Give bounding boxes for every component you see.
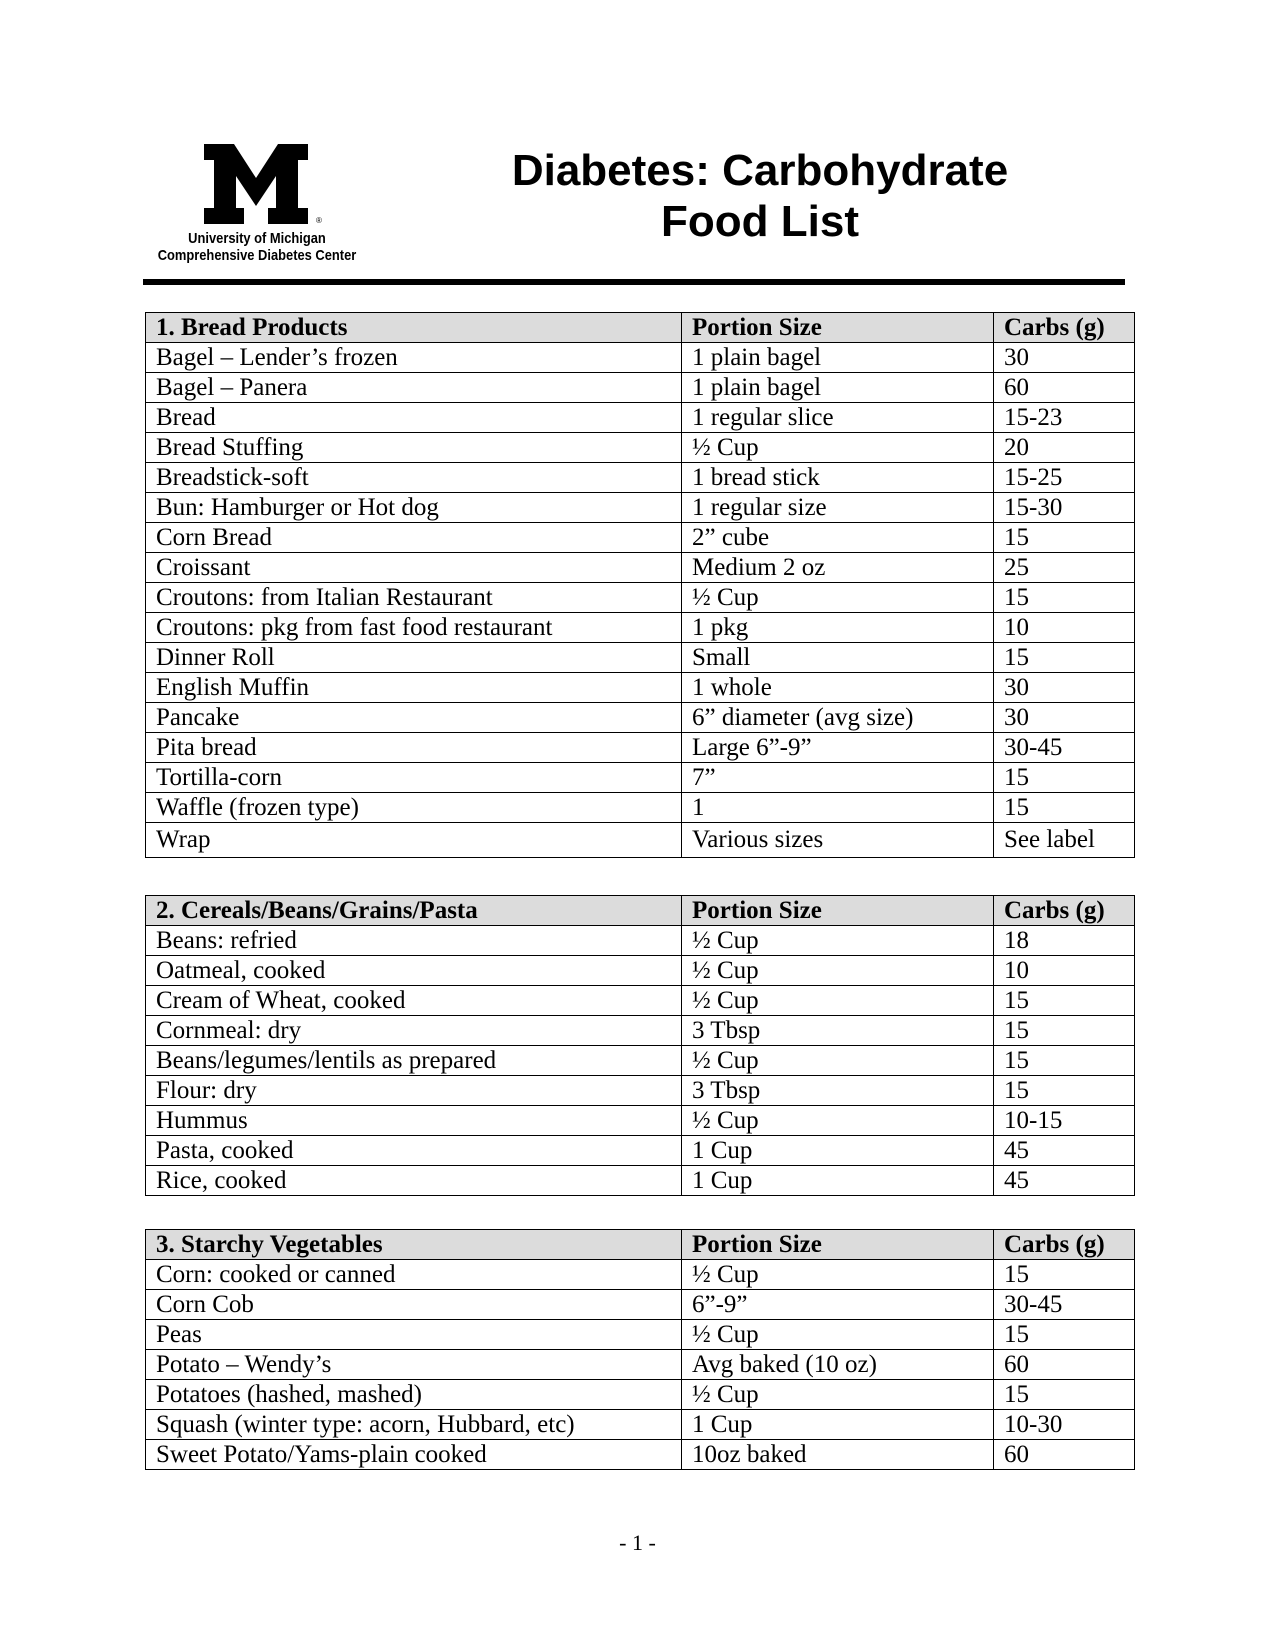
carbs-cell: 15 [994,523,1135,553]
carbs-cell: 30 [994,343,1135,373]
carbs-cell: 30 [994,673,1135,703]
portion-size-cell: 1 Cup [682,1136,994,1166]
food-name-cell: Bagel – Panera [146,373,682,403]
table-row [146,493,1135,523]
food-name-cell: Rice, cooked [146,1166,682,1196]
table-row [146,643,1135,673]
carbs-cell: 10-30 [994,1410,1135,1440]
carbs-cell: 20 [994,433,1135,463]
header-divider [143,279,1125,285]
portion-size-cell: 6” diameter (avg size) [682,703,994,733]
carbs-cell: 60 [994,373,1135,403]
portion-size-cell: 1 [682,793,994,823]
table-row [146,613,1135,643]
carbs-cell: 15 [994,763,1135,793]
food-name-cell: Pancake [146,703,682,733]
carbs-cell: 15 [994,1016,1135,1046]
page-title [440,145,1080,247]
carbs-header: Carbs (g) [994,313,1135,343]
portion-size-cell: ½ Cup [682,1046,994,1076]
food-name-cell: Croissant [146,553,682,583]
portion-size-cell: ½ Cup [682,956,994,986]
food-name-cell: Breadstick-soft [146,463,682,493]
carbs-cell: 15 [994,1076,1135,1106]
portion-size-cell: ½ Cup [682,1106,994,1136]
table-row [146,703,1135,733]
table-row [146,673,1135,703]
carbs-cell: 60 [994,1440,1135,1470]
portion-size-cell: Large 6”-9” [682,733,994,763]
portion-size-header: Portion Size [682,313,994,343]
block-m-icon [204,144,308,224]
portion-size-cell: 1 plain bagel [682,373,994,403]
table-row [146,1380,1135,1410]
food-name-cell: Bread [146,403,682,433]
food-name-cell: Squash (winter type: acorn, Hubbard, etc) [146,1410,682,1440]
category-header: 3. Starchy Vegetables [146,1230,682,1260]
title-line-2: Food List [661,197,859,246]
food-name-cell: Beans/legumes/lentils as prepared [146,1046,682,1076]
table-row [146,926,1135,956]
table-row [146,1410,1135,1440]
food-name-cell: Pita bread [146,733,682,763]
portion-size-cell: Small [682,643,994,673]
table-row [146,523,1135,553]
carbs-cell: See label [994,823,1135,858]
food-name-cell: Corn Bread [146,523,682,553]
food-name-cell: Potato – Wendy’s [146,1350,682,1380]
portion-size-cell: 3 Tbsp [682,1076,994,1106]
table-row [146,1136,1135,1166]
table-row [146,1350,1135,1380]
portion-size-cell: 6”-9” [682,1290,994,1320]
portion-size-cell: Avg baked (10 oz) [682,1350,994,1380]
portion-size-header: Portion Size [682,896,994,926]
portion-size-cell: ½ Cup [682,986,994,1016]
title-line-1: Diabetes: Carbohydrate [511,146,1009,195]
portion-size-cell: ½ Cup [682,583,994,613]
logo-center-name: Comprehensive Diabetes Center [157,247,357,264]
table-row [146,403,1135,433]
portion-size-cell: ½ Cup [682,433,994,463]
carbs-cell: 10 [994,956,1135,986]
carbs-cell: 10 [994,613,1135,643]
category-header: 2. Cereals/Beans/Grains/Pasta [146,896,682,926]
table-row [146,1016,1135,1046]
food-name-cell: Cream of Wheat, cooked [146,986,682,1016]
carbs-cell: 10-15 [994,1106,1135,1136]
carbs-cell: 15-30 [994,493,1135,523]
table-row [146,1076,1135,1106]
table-header-row [146,313,1135,343]
table-row [146,1320,1135,1350]
portion-size-cell: 1 Cup [682,1410,994,1440]
logo-university-name: University of Michigan [188,230,326,247]
carbs-cell: 15 [994,1260,1135,1290]
carbs-cell: 30 [994,703,1135,733]
table-row [146,373,1135,403]
table-row [146,1260,1135,1290]
starchy-vegetables-table [145,1229,1135,1470]
carbs-cell: 45 [994,1136,1135,1166]
food-name-cell: Croutons: from Italian Restaurant [146,583,682,613]
carbs-cell: 15-23 [994,403,1135,433]
portion-size-cell: 1 regular slice [682,403,994,433]
food-name-cell: Flour: dry [146,1076,682,1106]
table-row [146,583,1135,613]
registered-mark: ® [316,216,322,225]
carbs-cell: 60 [994,1350,1135,1380]
table-row [146,956,1135,986]
portion-size-header: Portion Size [682,1230,994,1260]
portion-size-cell: ½ Cup [682,1380,994,1410]
page-number: - 1 - [619,1530,656,1555]
category-header: 1. Bread Products [146,313,682,343]
portion-size-cell: 7” [682,763,994,793]
portion-size-cell: 1 bread stick [682,463,994,493]
carbs-cell: 45 [994,1166,1135,1196]
carbs-header: Carbs (g) [994,896,1135,926]
table-row [146,1046,1135,1076]
table-row [146,1290,1135,1320]
food-name-cell: Beans: refried [146,926,682,956]
table-row [146,1440,1135,1470]
food-name-cell: Tortilla-corn [146,763,682,793]
carbs-cell: 15 [994,986,1135,1016]
table-row [146,553,1135,583]
food-name-cell: English Muffin [146,673,682,703]
portion-size-cell: 3 Tbsp [682,1016,994,1046]
food-name-cell: Hummus [146,1106,682,1136]
food-name-cell: Potatoes (hashed, mashed) [146,1380,682,1410]
carbs-cell: 18 [994,926,1135,956]
portion-size-cell: Medium 2 oz [682,553,994,583]
table-row [146,1166,1135,1196]
portion-size-cell: ½ Cup [682,1320,994,1350]
table-row [146,986,1135,1016]
food-name-cell: Corn: cooked or canned [146,1260,682,1290]
university-logo [140,144,370,270]
portion-size-cell: ½ Cup [682,926,994,956]
table-header-row [146,1230,1135,1260]
food-name-cell: Bread Stuffing [146,433,682,463]
carbs-cell: 15 [994,1046,1135,1076]
portion-size-cell: 1 whole [682,673,994,703]
carbs-cell: 15-25 [994,463,1135,493]
table-row [146,433,1135,463]
portion-size-cell: 1 regular size [682,493,994,523]
portion-size-cell: 1 Cup [682,1166,994,1196]
carbs-header: Carbs (g) [994,1230,1135,1260]
food-name-cell: Bun: Hamburger or Hot dog [146,493,682,523]
bread-products-table [145,312,1135,858]
food-name-cell: Dinner Roll [146,643,682,673]
portion-size-cell: 2” cube [682,523,994,553]
table-row [146,733,1135,763]
table-row [146,463,1135,493]
food-name-cell: Sweet Potato/Yams-plain cooked [146,1440,682,1470]
food-name-cell: Waffle (frozen type) [146,793,682,823]
carbs-cell: 15 [994,583,1135,613]
portion-size-cell: 1 plain bagel [682,343,994,373]
carbs-cell: 30-45 [994,1290,1135,1320]
table-row [146,1106,1135,1136]
food-name-cell: Corn Cob [146,1290,682,1320]
table-row [146,763,1135,793]
table-row [146,823,1135,858]
carbs-cell: 15 [994,1320,1135,1350]
cereals-beans-grains-pasta-table [145,895,1135,1196]
table-row [146,343,1135,373]
table-row [146,793,1135,823]
carbs-cell: 25 [994,553,1135,583]
food-name-cell: Bagel – Lender’s frozen [146,343,682,373]
food-name-cell: Wrap [146,823,682,858]
carbs-cell: 15 [994,1380,1135,1410]
food-name-cell: Cornmeal: dry [146,1016,682,1046]
portion-size-cell: Various sizes [682,823,994,858]
carbs-cell: 30-45 [994,733,1135,763]
food-name-cell: Pasta, cooked [146,1136,682,1166]
carbs-cell: 15 [994,643,1135,673]
food-name-cell: Croutons: pkg from fast food restaurant [146,613,682,643]
portion-size-cell: 1 pkg [682,613,994,643]
carbs-cell: 15 [994,793,1135,823]
portion-size-cell: 10oz baked [682,1440,994,1470]
table-header-row [146,896,1135,926]
food-name-cell: Peas [146,1320,682,1350]
food-name-cell: Oatmeal, cooked [146,956,682,986]
portion-size-cell: ½ Cup [682,1260,994,1290]
